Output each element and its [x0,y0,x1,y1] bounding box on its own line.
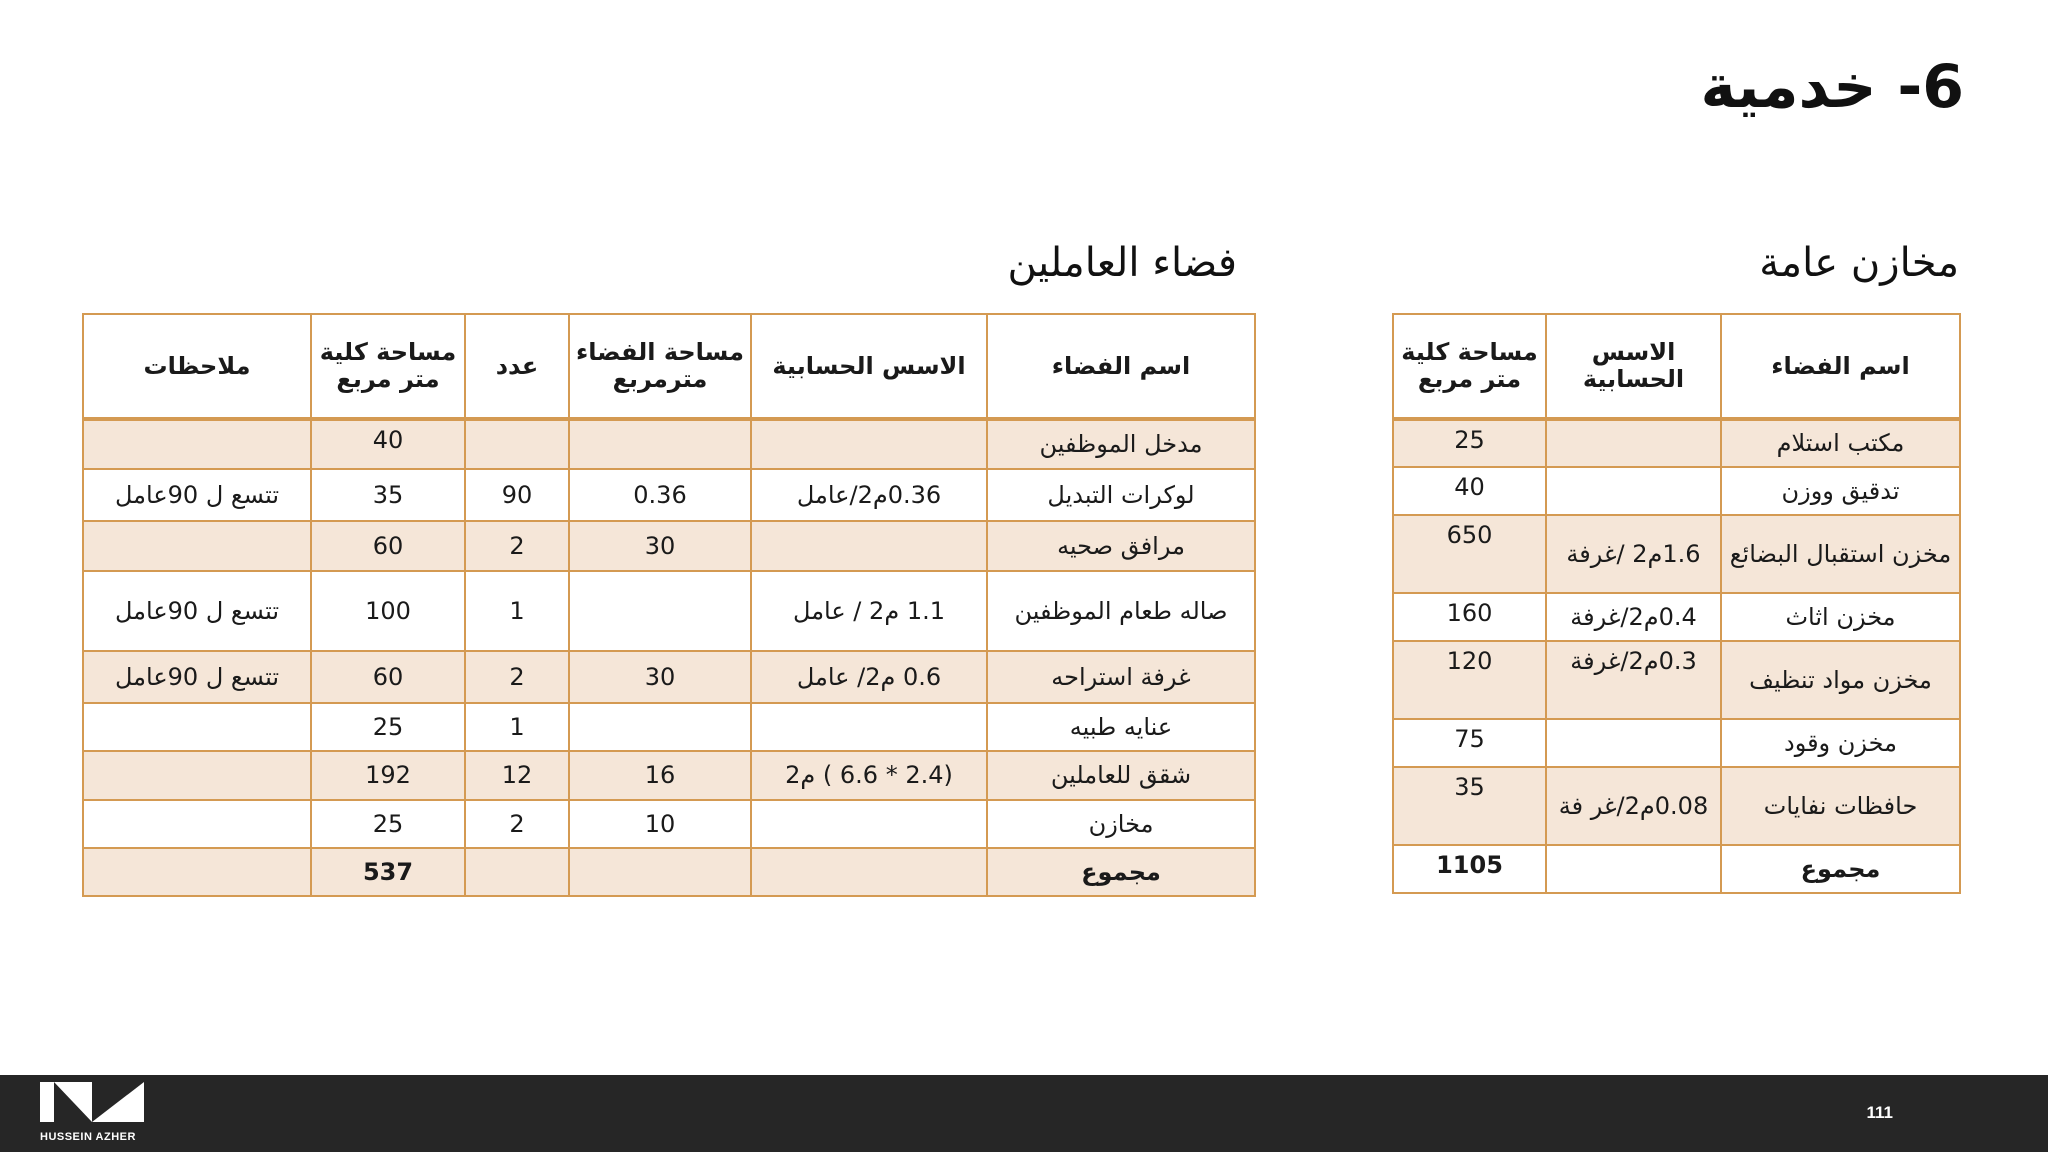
table-cell: 10 [569,800,751,848]
table-cell [83,703,311,751]
table-cell: تتسع ل 90عامل [83,571,311,651]
warehouses-title: مخازن عامة [1759,240,1959,286]
workers-table [82,313,1256,897]
page-number: 111 [1866,1103,1893,1122]
table-cell: 0.4م2/غرفة [1546,593,1721,641]
table-cell [1546,467,1721,515]
table-row [83,571,1255,651]
table-cell: 0.3م2/غرفة [1546,641,1721,719]
table-cell [1546,419,1721,467]
table-cell: 0.08م2/غر فة [1546,767,1721,845]
column-header: مساحة كلية متر مربع [311,314,465,419]
table-cell: 75 [1393,719,1546,767]
table-cell [751,848,987,896]
table-cell: 0.6 م2/ عامل [751,651,987,703]
table-cell [751,800,987,848]
table-cell: 16 [569,751,751,800]
column-header: الاسس الحسابية [751,314,987,419]
table-cell: شقق للعاملين [987,751,1255,800]
table-cell [1546,845,1721,893]
table-cell [569,703,751,751]
table-cell: مجموع [1721,845,1960,893]
table-cell [751,703,987,751]
table-cell: 0.36م2/عامل [751,469,987,521]
brand-name: HUSSEIN AZHER [40,1131,136,1143]
table-cell: 60 [311,651,465,703]
table-cell: 35 [1393,767,1546,845]
table-cell: 1 [465,571,569,651]
table-cell: 192 [311,751,465,800]
table-cell: مخزن مواد تنظيف [1721,641,1960,719]
table-cell: مكتب استلام [1721,419,1960,467]
table-row [1393,767,1960,845]
table-row [1393,593,1960,641]
table-row [1393,641,1960,719]
column-header: الاسس الحسابية [1546,314,1721,419]
table-row [83,469,1255,521]
table-cell [751,419,987,469]
table-cell: 35 [311,469,465,521]
table-cell: تتسع ل 90عامل [83,651,311,703]
table-cell: عنايه طبيه [987,703,1255,751]
table-cell: 40 [311,419,465,469]
table-cell: 30 [569,651,751,703]
table-cell: 30 [569,521,751,571]
table-cell: 0.36 [569,469,751,521]
table-row [1393,719,1960,767]
table-cell [83,800,311,848]
table-cell: 2 [465,651,569,703]
table-cell: 25 [1393,419,1546,467]
table-cell [83,521,311,571]
table-row [1393,467,1960,515]
table-cell: 90 [465,469,569,521]
table-row [83,751,1255,800]
table-cell: تتسع ل 90عامل [83,469,311,521]
table-cell: 650 [1393,515,1546,593]
table-cell: (2.4 * 6.6 ) م2 [751,751,987,800]
table-cell [569,571,751,651]
table-cell: صاله طعام الموظفين [987,571,1255,651]
column-header: اسم الفضاء [1721,314,1960,419]
table-cell [83,419,311,469]
table-cell [83,751,311,800]
table-cell: 160 [1393,593,1546,641]
table-cell: 1.6م2 /غرفة [1546,515,1721,593]
table-total-row [1393,845,1960,893]
table-cell: 40 [1393,467,1546,515]
table-cell: 1105 [1393,845,1546,893]
footer-bar [0,1075,2048,1152]
table-cell: 1 [465,703,569,751]
table-cell [83,848,311,896]
column-header: مساحة الفضاء مترمربع [569,314,751,419]
table-cell: مخزن وقود [1721,719,1960,767]
table-cell [465,848,569,896]
page-title: 6- خدمية [1700,52,1964,122]
table-cell [1546,719,1721,767]
table-cell: 25 [311,800,465,848]
table-cell: مخازن [987,800,1255,848]
table-cell: 12 [465,751,569,800]
table-cell: 60 [311,521,465,571]
table-cell [751,521,987,571]
table-cell: مرافق صحيه [987,521,1255,571]
table-cell [465,419,569,469]
column-header: اسم الفضاء [987,314,1255,419]
table-cell: تدقيق ووزن [1721,467,1960,515]
table-cell: حافظات نفايات [1721,767,1960,845]
table-row [1393,515,1960,593]
table-cell: 2 [465,521,569,571]
table-cell: 2 [465,800,569,848]
table-row [83,800,1255,848]
column-header: مساحة كلية متر مربع [1393,314,1546,419]
table-row [83,521,1255,571]
table-cell [569,848,751,896]
table-cell: مخزن استقبال البضائع [1721,515,1960,593]
table-cell: 25 [311,703,465,751]
table-cell: 537 [311,848,465,896]
workers-title: فضاء العاملين [1007,240,1237,286]
table-row [83,651,1255,703]
table-row [1393,419,1960,467]
table-cell: مدخل الموظفين [987,419,1255,469]
table-cell: لوكرات التبديل [987,469,1255,521]
column-header: ملاحظات [83,314,311,419]
column-header: عدد [465,314,569,419]
table-row [83,419,1255,469]
table-total-row [83,848,1255,896]
table-cell: غرفة استراحه [987,651,1255,703]
table-row [83,703,1255,751]
table-cell: 120 [1393,641,1546,719]
warehouses-table [1392,313,1961,894]
table-cell: 1.1 م2 / عامل [751,571,987,651]
table-cell: مجموع [987,848,1255,896]
table-cell [569,419,751,469]
table-cell: مخزن اثاث [1721,593,1960,641]
table-cell: 100 [311,571,465,651]
